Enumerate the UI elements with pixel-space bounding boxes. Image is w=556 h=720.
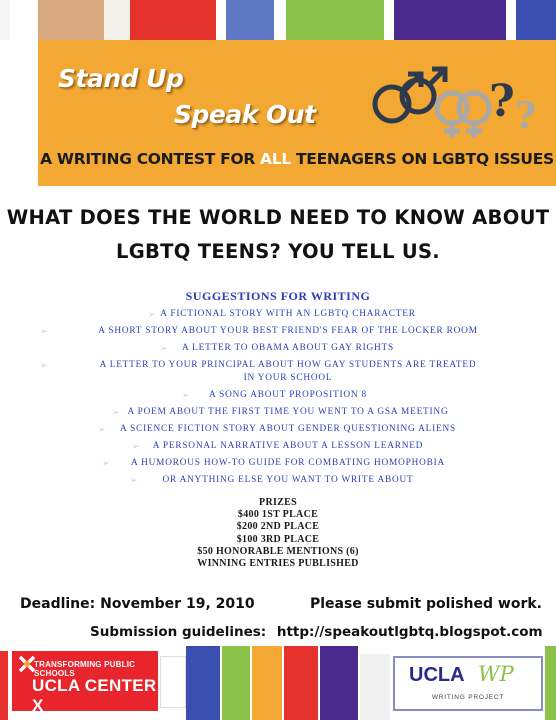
submission-guidelines (90, 624, 543, 640)
bullet-arrow-icon: ➢ (40, 360, 49, 370)
suggestions-list (40, 306, 516, 489)
deadline-text: Deadline: November 19, 2010 (20, 596, 255, 612)
bullet-arrow-icon: ➢ (112, 407, 121, 417)
prizes-title: PRIZES (259, 497, 297, 508)
svg-text:?: ? (489, 76, 515, 127)
top-color-strip (0, 0, 556, 40)
wp-project-text: WRITING PROJECT (431, 694, 505, 701)
list-item: ➢ A LETTER TO OBAMA ABOUT GAY RIGHTS (60, 340, 516, 357)
center-x-name: UCLA CENTER X (32, 676, 157, 715)
guidelines-link[interactable]: http://speakoutlgbtq.blogspot.com (276, 624, 543, 640)
contest-subtitle (38, 150, 556, 168)
title-line-1: Stand Up (58, 64, 184, 93)
headline-line-2: LGBTQ TEENS? YOU TELL US. (115, 240, 441, 263)
subtitle-text-end: TEENAGERS ON LGBTQ ISSUES (290, 150, 554, 168)
prize-line: $200 2ND PLACE (236, 521, 320, 533)
svg-text:?: ? (515, 95, 537, 137)
suggestions-title: SUGGESTIONS FOR WRITING (185, 289, 371, 303)
subtitle-highlight-all: ALL (260, 150, 291, 168)
ucla-writing-project-logo (393, 656, 543, 711)
list-item: ➢ A PERSONAL NARRATIVE ABOUT A LESSON LEARNED (60, 438, 516, 455)
list-item: ➢ A FICTIONAL STORY WITH AN LGBTQ CHARACTER (60, 306, 516, 323)
bullet-arrow-icon: ➢ (40, 326, 49, 336)
subtitle-text-start: A WRITING CONTEST FOR (40, 150, 261, 168)
wp-mark: WP (478, 662, 514, 686)
bullet-arrow-icon: ➢ (102, 458, 111, 468)
list-item: ➢ A SCIENCE FICTION STORY ABOUT GENDER QUESTIONING ALIENS (60, 421, 516, 438)
prize-line: WINNING ENTRIES PUBLISHED (197, 558, 359, 570)
bullet-arrow-icon: ➢ (182, 390, 191, 400)
list-item: ➢ A LETTER TO YOUR PRINCIPAL ABOUT HOW GAY STUDENTS ARE TREATED IN YOUR SCHOOL (40, 360, 477, 383)
prize-line: $400 1ST PLACE (237, 509, 319, 521)
prizes-block (0, 497, 556, 570)
bullet-arrow-icon: ➢ (148, 309, 157, 319)
bullet-arrow-icon: ➢ (98, 424, 107, 434)
header-banner (38, 40, 556, 186)
list-item: ➢ A POEM ABOUT THE FIRST TIME YOU WENT TO A GSA MEETING (60, 404, 516, 421)
bullet-arrow-icon: ➢ (130, 475, 139, 485)
polished-work-note: Please submit polished work. (310, 596, 542, 612)
prize-line: $100 3RD PLACE (236, 533, 320, 545)
guidelines-label: Submission guidelines: (90, 624, 267, 640)
title-line-2: Speak Out (174, 100, 316, 129)
headline-line-1: WHAT DOES THE WORLD NEED TO KNOW ABOUT (6, 206, 550, 229)
bullet-arrow-icon: ➢ (132, 441, 141, 451)
list-item: ➢ A SONG ABOUT PROPOSITION 8 (60, 387, 516, 404)
prize-line: $50 HONORABLE MENTIONS (6) (197, 545, 359, 557)
wp-ucla-text: UCLA (409, 664, 465, 686)
bullet-arrow-icon: ➢ (160, 343, 169, 353)
list-item: ➢ OR ANYTHING ELSE YOU WANT TO WRITE ABOUT (60, 472, 516, 489)
gender-symbols-icon (356, 50, 546, 140)
ucla-center-x-logo (12, 651, 158, 715)
list-item: ➢ A HUMOROUS HOW-TO GUIDE FOR COMBATING HOMOPHOBIA (60, 455, 516, 472)
center-x-tagline: TRANSFORMING PUBLIC SCHOOLS (34, 660, 136, 678)
list-item: ➢ A SHORT STORY ABOUT YOUR BEST FRIEND'S FEAR OF THE LOCKER ROOM (60, 323, 516, 340)
